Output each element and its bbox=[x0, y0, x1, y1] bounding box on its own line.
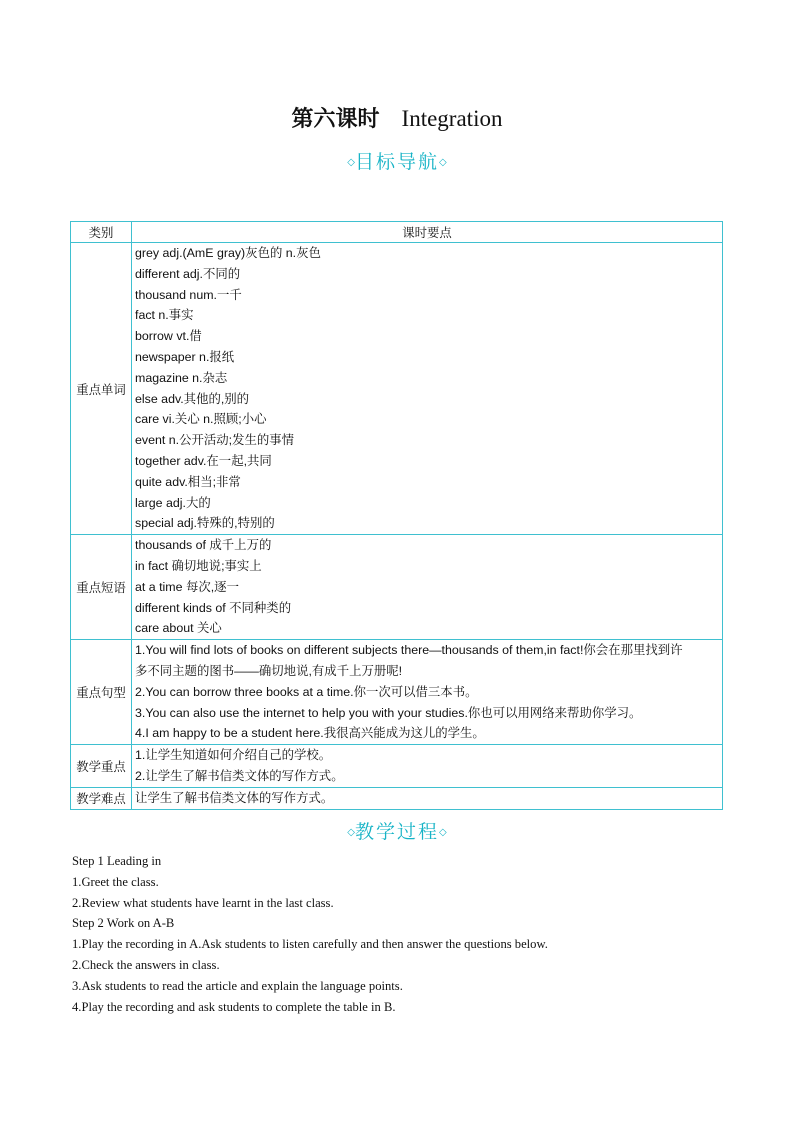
list-item: newspaper n.报纸 bbox=[135, 349, 235, 364]
step-item: 2.Check the answers in class. bbox=[72, 957, 220, 972]
list-item: borrow vt.借 bbox=[135, 329, 202, 344]
teaching-steps bbox=[72, 851, 548, 1017]
header-points: 课时要点 bbox=[132, 222, 723, 243]
step-item: 1.Greet the class. bbox=[72, 874, 159, 889]
content-key-sentences bbox=[132, 640, 723, 745]
diamond-icon: ◇ bbox=[439, 827, 447, 838]
list-item: event n.公开活动;发生的事情 bbox=[135, 433, 295, 448]
list-item: different adj.不同的 bbox=[135, 266, 241, 281]
step-item: 2.Review what students have learnt in the last class. bbox=[72, 895, 334, 910]
row-teaching-difficulty bbox=[71, 787, 723, 809]
row-key-words bbox=[71, 243, 723, 535]
step-heading: Step 1 Leading in bbox=[72, 854, 162, 868]
diamond-icon: ◇ bbox=[347, 827, 355, 838]
list-item: care vi.关心 n.照顾;小心 bbox=[135, 412, 267, 427]
list-item: different kinds of 不同种类的 bbox=[135, 600, 292, 615]
list-item: special adj.特殊的,特别的 bbox=[135, 516, 275, 531]
section-banner-goals bbox=[0, 147, 794, 174]
list-item: 1.You will find lots of books on different subjects there—thousands of them,in fact!你会在那里找到许 bbox=[135, 643, 683, 658]
row-key-phrases bbox=[71, 535, 723, 640]
list-item: 1.让学生知道如何介绍自己的学校。 bbox=[135, 748, 332, 763]
step-item: 1.Play the recording in A.Ask students to listen carefully and then answer the questions below. bbox=[72, 937, 548, 952]
lesson-points-table bbox=[70, 221, 723, 810]
step-item: 4.Play the recording and ask students to complete the table in B. bbox=[72, 999, 396, 1014]
step-item: 3.Ask students to read the article and explain the language points. bbox=[72, 978, 403, 993]
category-teaching-difficulty: 教学难点 bbox=[71, 787, 132, 809]
title-english: Integration bbox=[401, 106, 503, 131]
list-item: in fact 确切地说;事实上 bbox=[135, 558, 262, 573]
list-item: 3.You can also use the internet to help you with your studies.你也可以用网络来帮助你学习。 bbox=[135, 705, 642, 720]
diamond-icon: ◇ bbox=[439, 157, 447, 168]
list-item: quite adv.相当;非常 bbox=[135, 474, 241, 489]
category-key-words: 重点单词 bbox=[71, 243, 132, 535]
header-category: 类别 bbox=[71, 222, 132, 243]
list-item: fact n.事实 bbox=[135, 308, 194, 323]
list-item: at a time 每次,逐一 bbox=[135, 579, 239, 594]
list-item: else adv.其他的,别的 bbox=[135, 391, 250, 406]
banner-goals-text: 目标导航 bbox=[354, 151, 439, 173]
list-item: 多不同主题的图书——确切地说,有成千上万册呢! bbox=[135, 663, 403, 678]
banner-process-text: 教学过程 bbox=[354, 821, 439, 843]
row-key-sentences bbox=[71, 640, 723, 745]
list-item: large adj.大的 bbox=[135, 495, 211, 510]
list-item: 让学生了解书信类文体的写作方式。 bbox=[135, 790, 334, 805]
list-item: 2.You can borrow three books at a time.你一次可以借三本书。 bbox=[135, 684, 478, 699]
content-key-words bbox=[132, 243, 723, 535]
list-item: 4.I am happy to be a student here.我很高兴能成为这儿的学生。 bbox=[135, 726, 485, 741]
page-title bbox=[0, 102, 794, 133]
row-teaching-focus bbox=[71, 745, 723, 788]
content-teaching-difficulty bbox=[132, 787, 723, 809]
category-teaching-focus: 教学重点 bbox=[71, 745, 132, 788]
content-teaching-focus bbox=[132, 745, 723, 788]
title-chinese: 第六课时 bbox=[291, 106, 380, 132]
list-item: grey adj.(AmE gray)灰色的 n.灰色 bbox=[135, 246, 321, 260]
list-item: thousands of 成千上万的 bbox=[135, 538, 272, 553]
diamond-icon: ◇ bbox=[347, 157, 355, 168]
content-key-phrases bbox=[132, 535, 723, 640]
list-item: magazine n.杂志 bbox=[135, 370, 228, 385]
list-item: thousand num.一千 bbox=[135, 287, 242, 302]
list-item: 2.让学生了解书信类文体的写作方式。 bbox=[135, 768, 344, 783]
step-heading: Step 2 Work on A-B bbox=[72, 916, 175, 931]
list-item: care about 关心 bbox=[135, 621, 222, 636]
section-banner-process bbox=[0, 817, 794, 844]
category-key-phrases: 重点短语 bbox=[71, 535, 132, 640]
table-header-row bbox=[71, 222, 723, 243]
list-item: together adv.在一起,共同 bbox=[135, 453, 272, 468]
category-key-sentences: 重点句型 bbox=[71, 640, 132, 745]
